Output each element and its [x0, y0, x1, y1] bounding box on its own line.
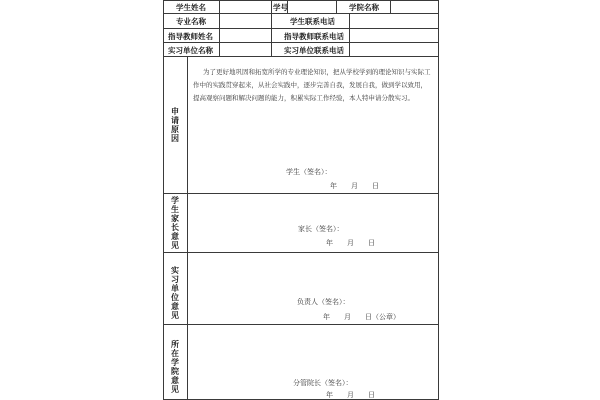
table-border-left [163, 0, 164, 400]
college-name-field[interactable] [392, 1, 436, 12]
row-divider-1 [163, 13, 439, 14]
application-reason-title: 申请原因 [171, 107, 179, 143]
parent-opinion-field[interactable] [191, 196, 435, 216]
student-phone-field[interactable] [351, 15, 436, 26]
company-name-field[interactable] [221, 44, 269, 55]
college-name-label: 学院名称 [349, 3, 379, 12]
middle-column-left [271, 0, 272, 56]
section-divider-2 [163, 252, 439, 253]
college-opinion-field[interactable] [191, 328, 435, 368]
college-opinion-title: 所在学院意见 [171, 340, 179, 394]
parent-signature: 家长（签名）： [298, 225, 344, 233]
section-divider-3 [163, 324, 439, 325]
student-id-label: 学号 [273, 3, 288, 12]
advisor-name-field[interactable] [221, 30, 269, 41]
company-phone-label: 实习单位联系电话 [284, 46, 344, 55]
company-opinion-field[interactable] [191, 256, 435, 286]
row-divider-4 [163, 56, 439, 57]
advisor-phone-field[interactable] [351, 30, 436, 41]
company-seal-date: 年 月 日（公章） [323, 313, 400, 321]
row-divider-2 [163, 28, 439, 29]
student-phone-label: 学生联系电话 [290, 17, 335, 26]
student-id-field[interactable] [289, 1, 334, 12]
parent-opinion-title: 学生家长意见 [171, 196, 179, 250]
side-column-divider [187, 56, 188, 400]
major-label: 专业名称 [176, 17, 206, 26]
student-name-label: 学生姓名 [176, 3, 206, 12]
college-label-divider [390, 0, 391, 13]
contact-column-divider [349, 13, 350, 56]
major-field[interactable] [221, 15, 269, 26]
advisor-phone-label: 指导教师联系电话 [284, 32, 344, 41]
company-phone-field[interactable] [351, 44, 436, 55]
student-name-field[interactable] [221, 1, 269, 12]
student-signature-date: 年 月 日 [330, 182, 379, 190]
college-column-divider [336, 0, 337, 13]
section-divider-1 [163, 193, 439, 194]
label-column-divider [219, 0, 220, 56]
dean-signature: 分管院长（签名）： [293, 379, 353, 387]
parent-signature-date: 年 月 日 [326, 239, 375, 247]
table-border-right [438, 0, 439, 400]
advisor-name-label: 指导教师姓名 [168, 32, 213, 41]
company-opinion-title: 实习单位意见 [171, 266, 179, 320]
company-name-label: 实习单位名称 [168, 46, 213, 55]
application-reason-text[interactable]: 为了更好地巩固和拓宽所学的专业理论知识，把从学校学到的理论知识与实际工作中的实践贯穿起来，从社会实践中，逐步完善自我，发展自我，做到学以致用，提高观察问题和解决问题的能力，积累实际工作经验，本人特申请分散实习。 [193, 68, 431, 102]
dean-signature-date: 年 月 日 [326, 391, 375, 399]
student-signature: 学生（签名）： [286, 168, 332, 176]
company-signature: 负责人（签名）： [297, 298, 350, 306]
row-divider-3 [163, 42, 439, 43]
